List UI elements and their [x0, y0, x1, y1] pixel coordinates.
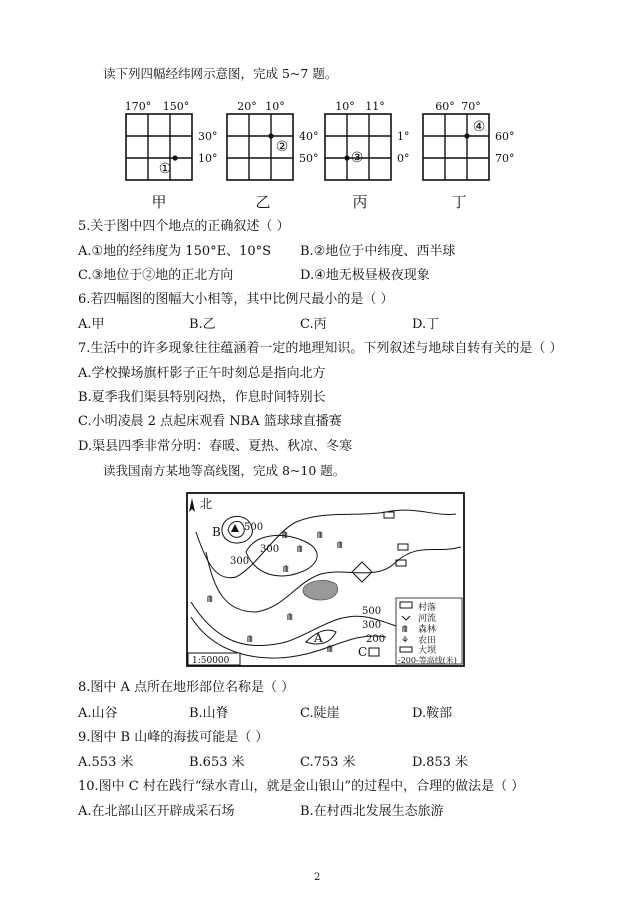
grid-jia-point-label: ①: [158, 161, 172, 177]
intro-5-7: 读下列四幅经纬网示意图，完成 5~7 题。: [103, 66, 338, 81]
contour-map: [186, 492, 466, 667]
grid-yi-lon-1: 20°: [237, 100, 257, 113]
grid-ding-lon-2: 70°: [461, 100, 481, 113]
q9-option-d[interactable]: D.853 米: [412, 755, 469, 770]
q5-stem: 5.关于图中四个地点的正确叙述（ ）: [78, 219, 290, 234]
grid-ding-lat-1: 60°: [495, 130, 515, 143]
q6-option-c[interactable]: C.丙: [300, 317, 327, 332]
farmland-patch: [303, 580, 338, 600]
grid-bing-point-label: ③: [350, 150, 364, 166]
q9-option-a[interactable]: A.553 米: [78, 755, 134, 770]
legend-forest-icon: ⟰: [401, 625, 409, 635]
grid-yi-lon-2: 10°: [265, 100, 285, 113]
q10-option-b[interactable]: B.在村西北发展生态旅游: [300, 804, 444, 819]
contour-label-5: 300: [362, 620, 382, 631]
forest-8: ⟰: [286, 613, 294, 623]
q9-option-b[interactable]: B.653 米: [189, 755, 245, 770]
q5-option-d[interactable]: D.④地无极昼极夜现象: [300, 268, 430, 283]
grid-ding: [423, 100, 515, 211]
grid-jia-point-dot: [172, 155, 177, 160]
q5-option-b[interactable]: B.②地位于中纬度、西半球: [300, 244, 456, 259]
grid-jia-lat-1: 30°: [198, 130, 218, 143]
q7-option-d[interactable]: D.渠县四季非常分明：春暖、夏热、秋凉、冬寒: [78, 439, 353, 454]
grid-yi-lat-2: 50°: [299, 152, 319, 165]
grid-ding-point-dot: [464, 133, 469, 138]
map-label-a: A: [314, 631, 323, 645]
legend-farmland-icon: ⚘: [401, 636, 410, 646]
grid-jia: [125, 100, 218, 211]
contour-label-2: 300: [260, 544, 280, 555]
forest-6: ⟰: [206, 595, 214, 605]
legend-dam: 大坝: [418, 646, 437, 656]
grid-jia-lat-2: 10°: [198, 152, 218, 165]
grid-jia-lon-1: 170°: [124, 100, 152, 113]
forest-5: ⟰: [282, 565, 290, 575]
q8-option-b[interactable]: B.山脊: [189, 706, 229, 721]
contour-label-3: 300: [230, 556, 250, 567]
q6-option-a[interactable]: A.甲: [78, 317, 105, 332]
grid-bing: [325, 100, 410, 211]
grid-bing-lat-1: 1°: [397, 130, 410, 143]
q7-option-a[interactable]: A.学校操场旗杆影子正午时刻总是指向北方: [78, 366, 326, 381]
q7-option-c[interactable]: C.小明凌晨 2 点起床观看 NBA 篮球球直播赛: [78, 414, 342, 429]
page-number: 2: [314, 872, 321, 883]
grid-bing-lon-1: 10°: [335, 100, 355, 113]
graticule-figures: [0, 96, 640, 216]
map-north-label: 北: [200, 497, 213, 511]
intro-8-10: 读我国南方某地等高线图，完成 8~10 题。: [103, 463, 346, 478]
legend-village: 村落: [418, 603, 437, 613]
q7-option-b[interactable]: B.夏季我们渠县特别闷热，作息时间特别长: [78, 390, 326, 405]
contour-label-1: 500: [244, 522, 264, 533]
grid-ding-point-label: ④: [472, 119, 486, 135]
grid-bing-lon-2: 11°: [365, 100, 385, 113]
grid-yi-lat-1: 40°: [299, 130, 319, 143]
q8-stem: 8.图中 A 点所在地形部位名称是（ ）: [78, 680, 295, 695]
grid-jia-caption: 甲: [151, 193, 167, 211]
q5-option-c[interactable]: C.③地位于②地的正北方向: [78, 268, 234, 283]
grid-ding-lat-2: 70°: [495, 152, 515, 165]
forest-9: ⟰: [326, 645, 334, 655]
legend-river: 河流: [418, 614, 437, 624]
q9-stem: 9.图中 B 山峰的海拔可能是（ ）: [78, 730, 269, 745]
q10-option-a[interactable]: A.在北部山区开辟成采石场: [78, 804, 235, 819]
grid-yi-point-dot: [268, 133, 273, 138]
q7-stem: 7.生活中的许多现象往往蕴涵着一定的地理知识。下列叙述与地球自转有关的是（ ）: [78, 341, 563, 356]
map-scale: 1:50000: [192, 656, 230, 666]
q10-stem: 10.图中 C 村在践行“绿水青山，就是金山银山”的过程中，合理的做法是（ ）: [78, 779, 525, 794]
forest-2: ⟰: [296, 545, 304, 555]
q8-option-c[interactable]: C.陡崖: [300, 706, 340, 721]
grid-yi: [227, 100, 319, 211]
grid-bing-lat-2: 0°: [397, 152, 410, 165]
q8-option-a[interactable]: A.山谷: [78, 706, 118, 721]
grid-ding-lon-1: 60°: [435, 100, 455, 113]
legend-farmland: 农田: [418, 636, 437, 646]
q6-stem: 6.若四幅图的图幅大小相等，其中比例尺最小的是（ ）: [78, 292, 394, 307]
q9-option-c[interactable]: C.753 米: [300, 755, 356, 770]
forest-1: ⟰: [281, 531, 289, 541]
q6-option-b[interactable]: B.乙: [189, 317, 216, 332]
map-legend: [396, 598, 462, 665]
grid-ding-caption: 丁: [451, 193, 467, 211]
forest-7: ⟰: [246, 635, 254, 645]
grid-jia-lon-2: 150°: [162, 100, 190, 113]
forest-4: ⟰: [336, 541, 344, 551]
grid-bing-point-dot: [344, 155, 349, 160]
legend-forest: 森林: [418, 625, 437, 635]
contour-label-6: 200: [366, 634, 386, 645]
q6-option-d[interactable]: D.丁: [412, 317, 440, 332]
q8-option-d[interactable]: D.鞍部: [412, 706, 453, 721]
forest-3: ⟰: [316, 531, 324, 541]
contour-label-4: 500: [362, 606, 382, 617]
q5-option-a[interactable]: A.①地的经纬度为 150°E、10°S: [78, 244, 272, 259]
grid-yi-caption: 乙: [255, 193, 271, 211]
grid-yi-point-label: ②: [275, 139, 289, 155]
map-label-c: C: [358, 645, 368, 659]
grid-bing-caption: 丙: [352, 193, 368, 211]
map-label-b: B: [212, 525, 221, 539]
legend-contour: -200-等高线(米): [398, 656, 457, 665]
